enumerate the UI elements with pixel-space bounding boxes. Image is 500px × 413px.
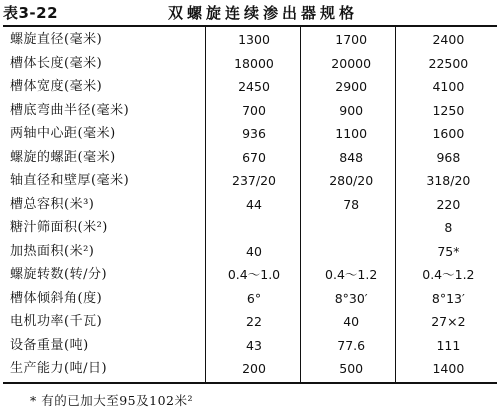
row-value: 1400 <box>432 361 465 376</box>
table-row <box>3 146 497 170</box>
row-value: 670 <box>242 149 266 165</box>
row-value: 0.4～1.0 <box>227 267 281 282</box>
bottom-rule <box>3 382 497 384</box>
row-value: 75* <box>437 243 460 259</box>
row-value: 6° <box>246 290 262 306</box>
row-value: 40 <box>343 314 360 329</box>
row-value: 318/20 <box>426 173 471 188</box>
row-label: 设备重量(吨) <box>10 337 89 353</box>
table-row <box>3 99 497 123</box>
table-row <box>3 357 497 381</box>
row-value: 2400 <box>432 32 465 47</box>
row-label: 槽总容积(米³) <box>10 196 95 212</box>
row-value: 4100 <box>432 79 465 94</box>
row-value: 2900 <box>335 79 368 94</box>
row-label: 槽体长度(毫米) <box>10 55 103 71</box>
row-label: 螺旋转数(转/分) <box>10 267 108 282</box>
row-value: 22500 <box>428 55 469 71</box>
table-title: 双螺旋连续渗出器规格 <box>168 4 359 22</box>
row-value: 1600 <box>432 126 465 141</box>
row-value: 27×2 <box>431 314 466 329</box>
row-value: 900 <box>339 102 364 118</box>
row-value: 44 <box>246 196 262 212</box>
table-row <box>3 169 497 193</box>
row-label: 螺旋的螺距(毫米) <box>10 149 116 165</box>
row-label: 轴直径和壁厚(毫米) <box>10 173 130 188</box>
row-value: 77.6 <box>337 337 366 353</box>
row-value: 8 <box>444 220 453 235</box>
spec-table <box>3 28 497 381</box>
row-value: 111 <box>436 337 461 353</box>
table-row <box>3 240 497 264</box>
row-value <box>205 216 302 240</box>
row-value: 1300 <box>238 32 270 47</box>
row-value: 20000 <box>331 55 372 71</box>
row-value: 22 <box>246 314 262 329</box>
row-label: 两轴中心距(毫米) <box>10 126 116 141</box>
row-value: 500 <box>339 361 364 376</box>
table-row <box>3 334 497 358</box>
row-value: 2450 <box>238 79 270 94</box>
table-row <box>3 75 497 99</box>
row-value <box>303 216 400 240</box>
table-caption <box>3 1 497 25</box>
row-value: 18000 <box>234 55 274 71</box>
footnote: * 有的已加大至95及102米² <box>30 393 193 408</box>
row-label: 糖汁筛面积(米²) <box>10 220 108 235</box>
row-value: 280/20 <box>329 173 374 188</box>
row-value: 237/20 <box>232 173 276 188</box>
row-value: 1700 <box>335 32 368 47</box>
table-row <box>3 52 497 76</box>
table-row <box>3 287 497 311</box>
table-row <box>3 28 497 52</box>
row-value: 0.4～1.2 <box>422 267 475 282</box>
row-value: 1100 <box>335 126 368 141</box>
row-value: 43 <box>246 337 262 353</box>
row-label: 螺旋直径(毫米) <box>10 32 103 47</box>
row-label: 生产能力(吨/日) <box>10 361 108 376</box>
row-value: 8°30′ <box>334 290 368 306</box>
row-value: 848 <box>339 149 364 165</box>
row-value: 0.4～1.2 <box>325 267 378 282</box>
top-rule <box>3 25 497 27</box>
table-number: 表3-22 <box>3 4 59 22</box>
table-row <box>3 122 497 146</box>
row-label: 槽体倾斜角(度) <box>10 290 103 306</box>
row-label: 电机功率(千瓦) <box>10 314 103 329</box>
table-row <box>3 216 497 240</box>
row-label: 槽底弯曲半径(毫米) <box>10 102 130 118</box>
row-value: 220 <box>436 196 461 212</box>
row-value: 700 <box>242 102 266 118</box>
row-label: 槽体宽度(毫米) <box>10 79 103 94</box>
table-row <box>3 263 497 287</box>
row-value: 968 <box>436 149 461 165</box>
row-label: 加热面积(米²) <box>10 243 95 259</box>
row-value <box>303 240 400 264</box>
row-value: 78 <box>343 196 360 212</box>
table-row <box>3 193 497 217</box>
row-value: 936 <box>242 126 266 141</box>
row-value: 8°13′ <box>431 290 465 306</box>
row-value: 200 <box>242 361 266 376</box>
table-row <box>3 310 497 334</box>
row-value: 40 <box>246 243 262 259</box>
row-value: 1250 <box>432 102 465 118</box>
